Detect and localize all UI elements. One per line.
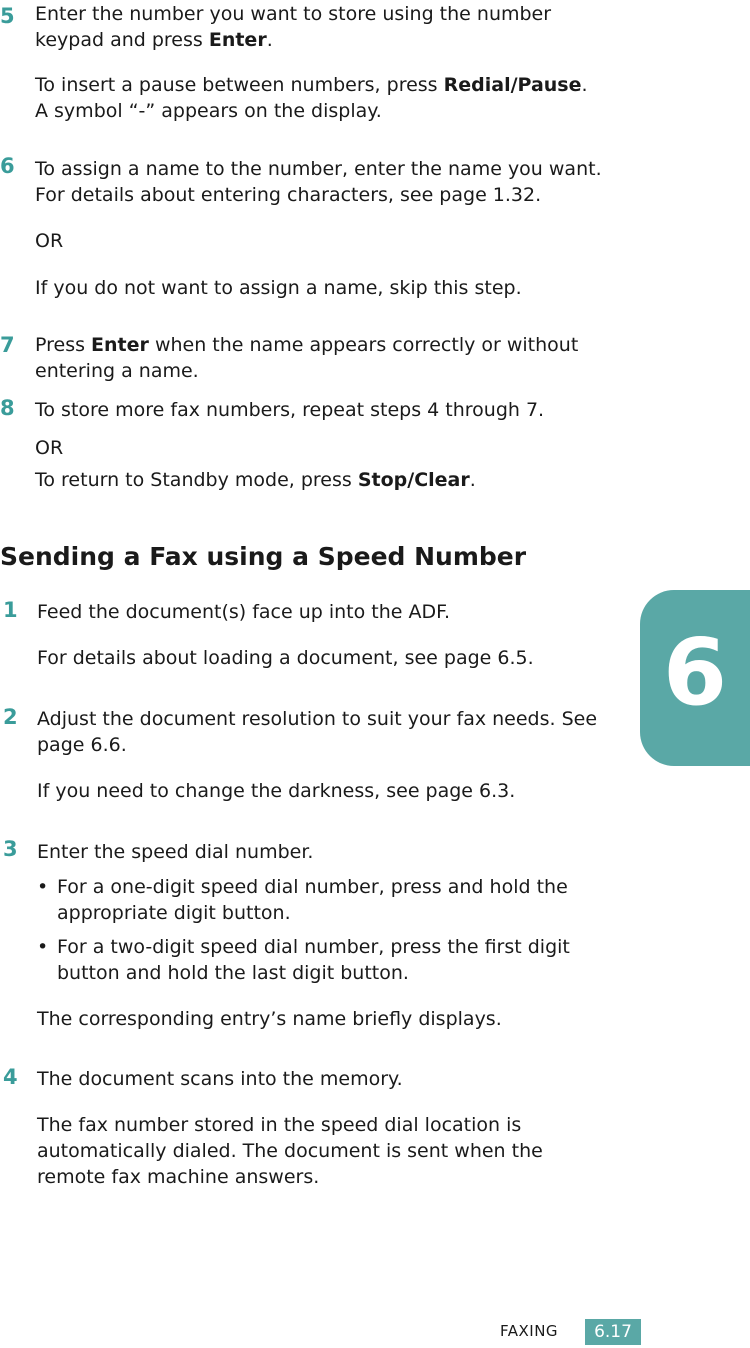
step-8: To store more fax numbers, repeat steps 4 through 7. [35, 399, 545, 421]
step-number: 5 [0, 4, 15, 28]
bullet-icon: • [37, 936, 49, 958]
step-2-note: If you need to change the darkness, see page 6.3. [37, 780, 516, 802]
footer-section-label: FAXING [500, 1322, 559, 1340]
step-text: Enter the number you want to store using the number keypad and press Enter. [35, 3, 552, 51]
step-1: Feed the document(s) face up into the ADF. [37, 601, 451, 623]
step-6: To assign a name to the number, enter the name you want. For details about entering characters, see page 1.32. [35, 158, 602, 206]
step-3-note: The corresponding entry’s name briefly displays. [37, 1008, 502, 1030]
step-2: Adjust the document resolution to suit your fax needs. See page 6.6. [37, 708, 598, 756]
step-number: 3 [3, 837, 18, 861]
step-8-standby: To return to Standby mode, press Stop/Clear. [35, 469, 476, 491]
step-number: 7 [0, 333, 15, 357]
step-7: Press Enter when the name appears correctly or without entering a name. [35, 334, 579, 382]
step-5 [35, 1, 635, 53]
step-number: 1 [3, 598, 18, 622]
step-number: 8 [0, 396, 15, 420]
step-6-skip: If you do not want to assign a name, skip this step. [35, 277, 522, 299]
section-heading: Sending a Fax using a Speed Number [0, 542, 527, 571]
step-number: 2 [3, 705, 18, 729]
or-label: OR [35, 437, 64, 459]
step-4-note: The fax number stored in the speed dial location is automatically dialed. The document is sent when the remote fax machine answers. [37, 1114, 543, 1188]
bullet-icon: • [37, 876, 49, 898]
bullet-item: • For a two-digit speed dial number, press the first digit button and hold the last digit button. [37, 936, 570, 984]
chapter-number: 6 [662, 619, 727, 726]
bullet-item: • For a one-digit speed dial number, press and hold the appropriate digit button. [37, 876, 568, 924]
step-number: 6 [0, 154, 15, 178]
chapter-tab [640, 590, 750, 766]
or-label: OR [35, 230, 64, 252]
step-4: The document scans into the memory. [37, 1068, 403, 1090]
step-3: Enter the speed dial number. [37, 841, 314, 863]
page-number: 6.17 [585, 1319, 641, 1345]
step-number: 4 [3, 1065, 18, 1089]
step-1-note: For details about loading a document, see page 6.5. [37, 647, 534, 669]
step-5-note: To insert a pause between numbers, press Redial/Pause. A symbol “-” appears on the display. [35, 74, 588, 122]
